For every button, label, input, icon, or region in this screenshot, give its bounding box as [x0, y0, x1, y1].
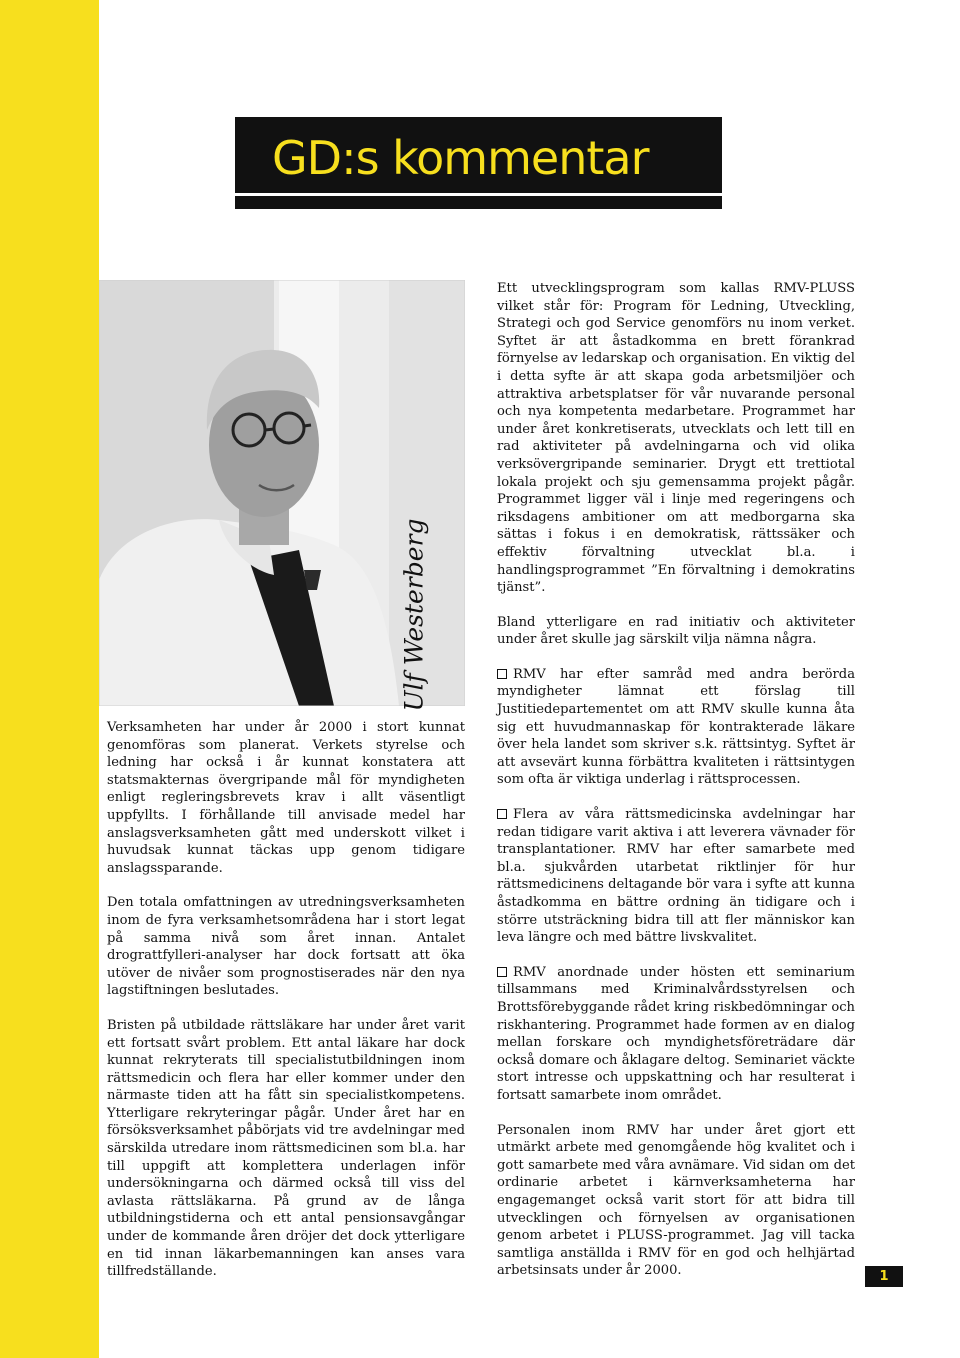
checkbox-bullet-icon [497, 809, 507, 819]
photo-caption [393, 518, 435, 712]
title-underline [235, 196, 722, 209]
bullet-item [497, 806, 855, 947]
paragraph: Bristen på utbildade rättsläkare har under året varit ett fortsatt svårt problem. Ett antal läkare har dock kunnat rekryterats till specialistutbildningen inom rättsmedicin och flera har eller kommer under den närmaste tiden att ha fått sin specialistkompetens. Ytterligare rekryteringar pågår. Under året har en försöksverksamhet påbörjats vid tre avdelningar med särskilda utredare inom rättsmedicinen som bl.a. har till uppgift att komplettera underlagen inför undersökningarna och därmed också till viss del avlasta rättsläkarna. På grund av de långa utbildningstiderna och ett antal pensionsavgångar under de kommande åren dröjer det dock ytterligare en tid innan läkarbemanningen kan anses vara tillfredställande. [107, 1017, 465, 1280]
bullet-text: RMV anordnade under hösten ett seminarium tillsammans med Kriminalvårdsstyrelsen och Brottsförebyggande rådet kring riskbedömningar och riskhantering. Programmet hade formen av en dialog mellan forskare och myndighetsföreträdare där också domare och åklagare deltog. Seminariet väckte stort intresse och uppskattning och har resulterat i fortsatt samarbete inom området. [497, 964, 855, 1103]
bullet-text: RMV har efter samråd med andra berörda myndigheter lämnat ett förslag till Justitiedepartementet om att RMV skulle kunna åta sig ett huvudmannaskap för kontrakterade läkare över hela landet som skriver s.k. rättsintyg. Syftet är att avsevärt kunna förbättra kvaliteten i rättsintygen som ofta är viktiga underlag i rättsprocessen. [497, 666, 855, 788]
checkbox-bullet-icon [497, 669, 507, 679]
left-column [107, 719, 465, 1298]
paragraph: Den totala omfattningen av utredningsverksamheten inom de fyra verksamhetsområdena har i stort legat på samma nivå som året innan. Antalet drograttfylleri-analyser har dock fortsatt att öka utöver de nivåer som prognostiserades när den nya lagstiftningen beslutades. [107, 895, 465, 999]
bullet-item [497, 666, 855, 789]
yellow-side-bar [0, 0, 99, 1358]
bullet-item [497, 964, 855, 1105]
paragraph: Ett utvecklingsprogram som kallas RMV-PLUSS vilket står för: Program för Ledning, Utveckling, Strategi och god Service genomförs nu inom verket. Syftet är att åstadkomma en brett förankrad förnyelse av ledarskap och organisation. En viktig del i detta syfte är att skapa goda arbetsmiljöer och attraktiva arbetsplatser för vår nuvarande personal och nya kompetenta medarbetare. Programmet har under året konkretiserats, utvecklats och lett till en rad aktiviteter på avdelningarna och vid olika verksövergripande seminarier. Drygt ett trettiotal lokala projekt och sju gemensamma projekt pågår. Programmet ligger väl i linje med regeringens och riksdagens ambitioner om att medborgarna ska sättas i fokus i en demokratisk, rättssäker och effektiv förvaltning utvecklat bl.a. i handlingsprogrammet ”En förvaltning i demokratins tjänst”. [497, 281, 855, 596]
page-number: 1 [879, 1269, 889, 1284]
paragraph: Verksamheten har under år 2000 i stort kunnat genomföras som planerat. Verkets styrelse och ledning har också i år kunnat konstatera att statsmakternas övergripande mål för myndigheten enligt regleringsbrevets krav i allt väsentligt uppfyllts. I förhållande till anvisade medel har anslagsverksamheten gått med underskott vilket i huvudsak kunnat täckas upp genom tidigare anslagssparande. [107, 720, 465, 876]
page-title: GD:s kommentar [272, 131, 649, 185]
checkbox-bullet-icon [497, 967, 507, 977]
person-name: Ulf Westerberg [399, 518, 429, 712]
bullet-text: Flera av våra rättsmedicinska avdelningar har redan tidigare varit aktiva i att leverera vävnader för transplantationer. RMV har efter samarbete med bl.a. sjukvården utarbetat riktlinjer för hur rättsmedicinens deltagande bör vara i syfte att kunna åstadkomma en bättre ordning än tidigare och i större utsträckning bidra till att fler människor kan leva längre och med bättre livskvalitet. [497, 807, 855, 946]
right-column [497, 280, 855, 1297]
paragraph: Bland ytterligare en rad initiativ och aktiviteter under året skulle jag särskilt vilja nämna några. [497, 614, 855, 648]
paragraph: Personalen inom RMV har under året gjort ett utmärkt arbete med genomgående hög kvalitet och i gott samarbete med våra avnämare. Vid sidan om det ordinarie arbetet i kärnverksamheterna har engagemanget också varit stort för att bidra till utvecklingen och förnyelsen av organisationen genom arbetet i PLUSS-programmet. Jag vill tacka samtliga anställda i RMV för en god och helhjärtad arbetsinsats under år 2000. [497, 1122, 855, 1279]
